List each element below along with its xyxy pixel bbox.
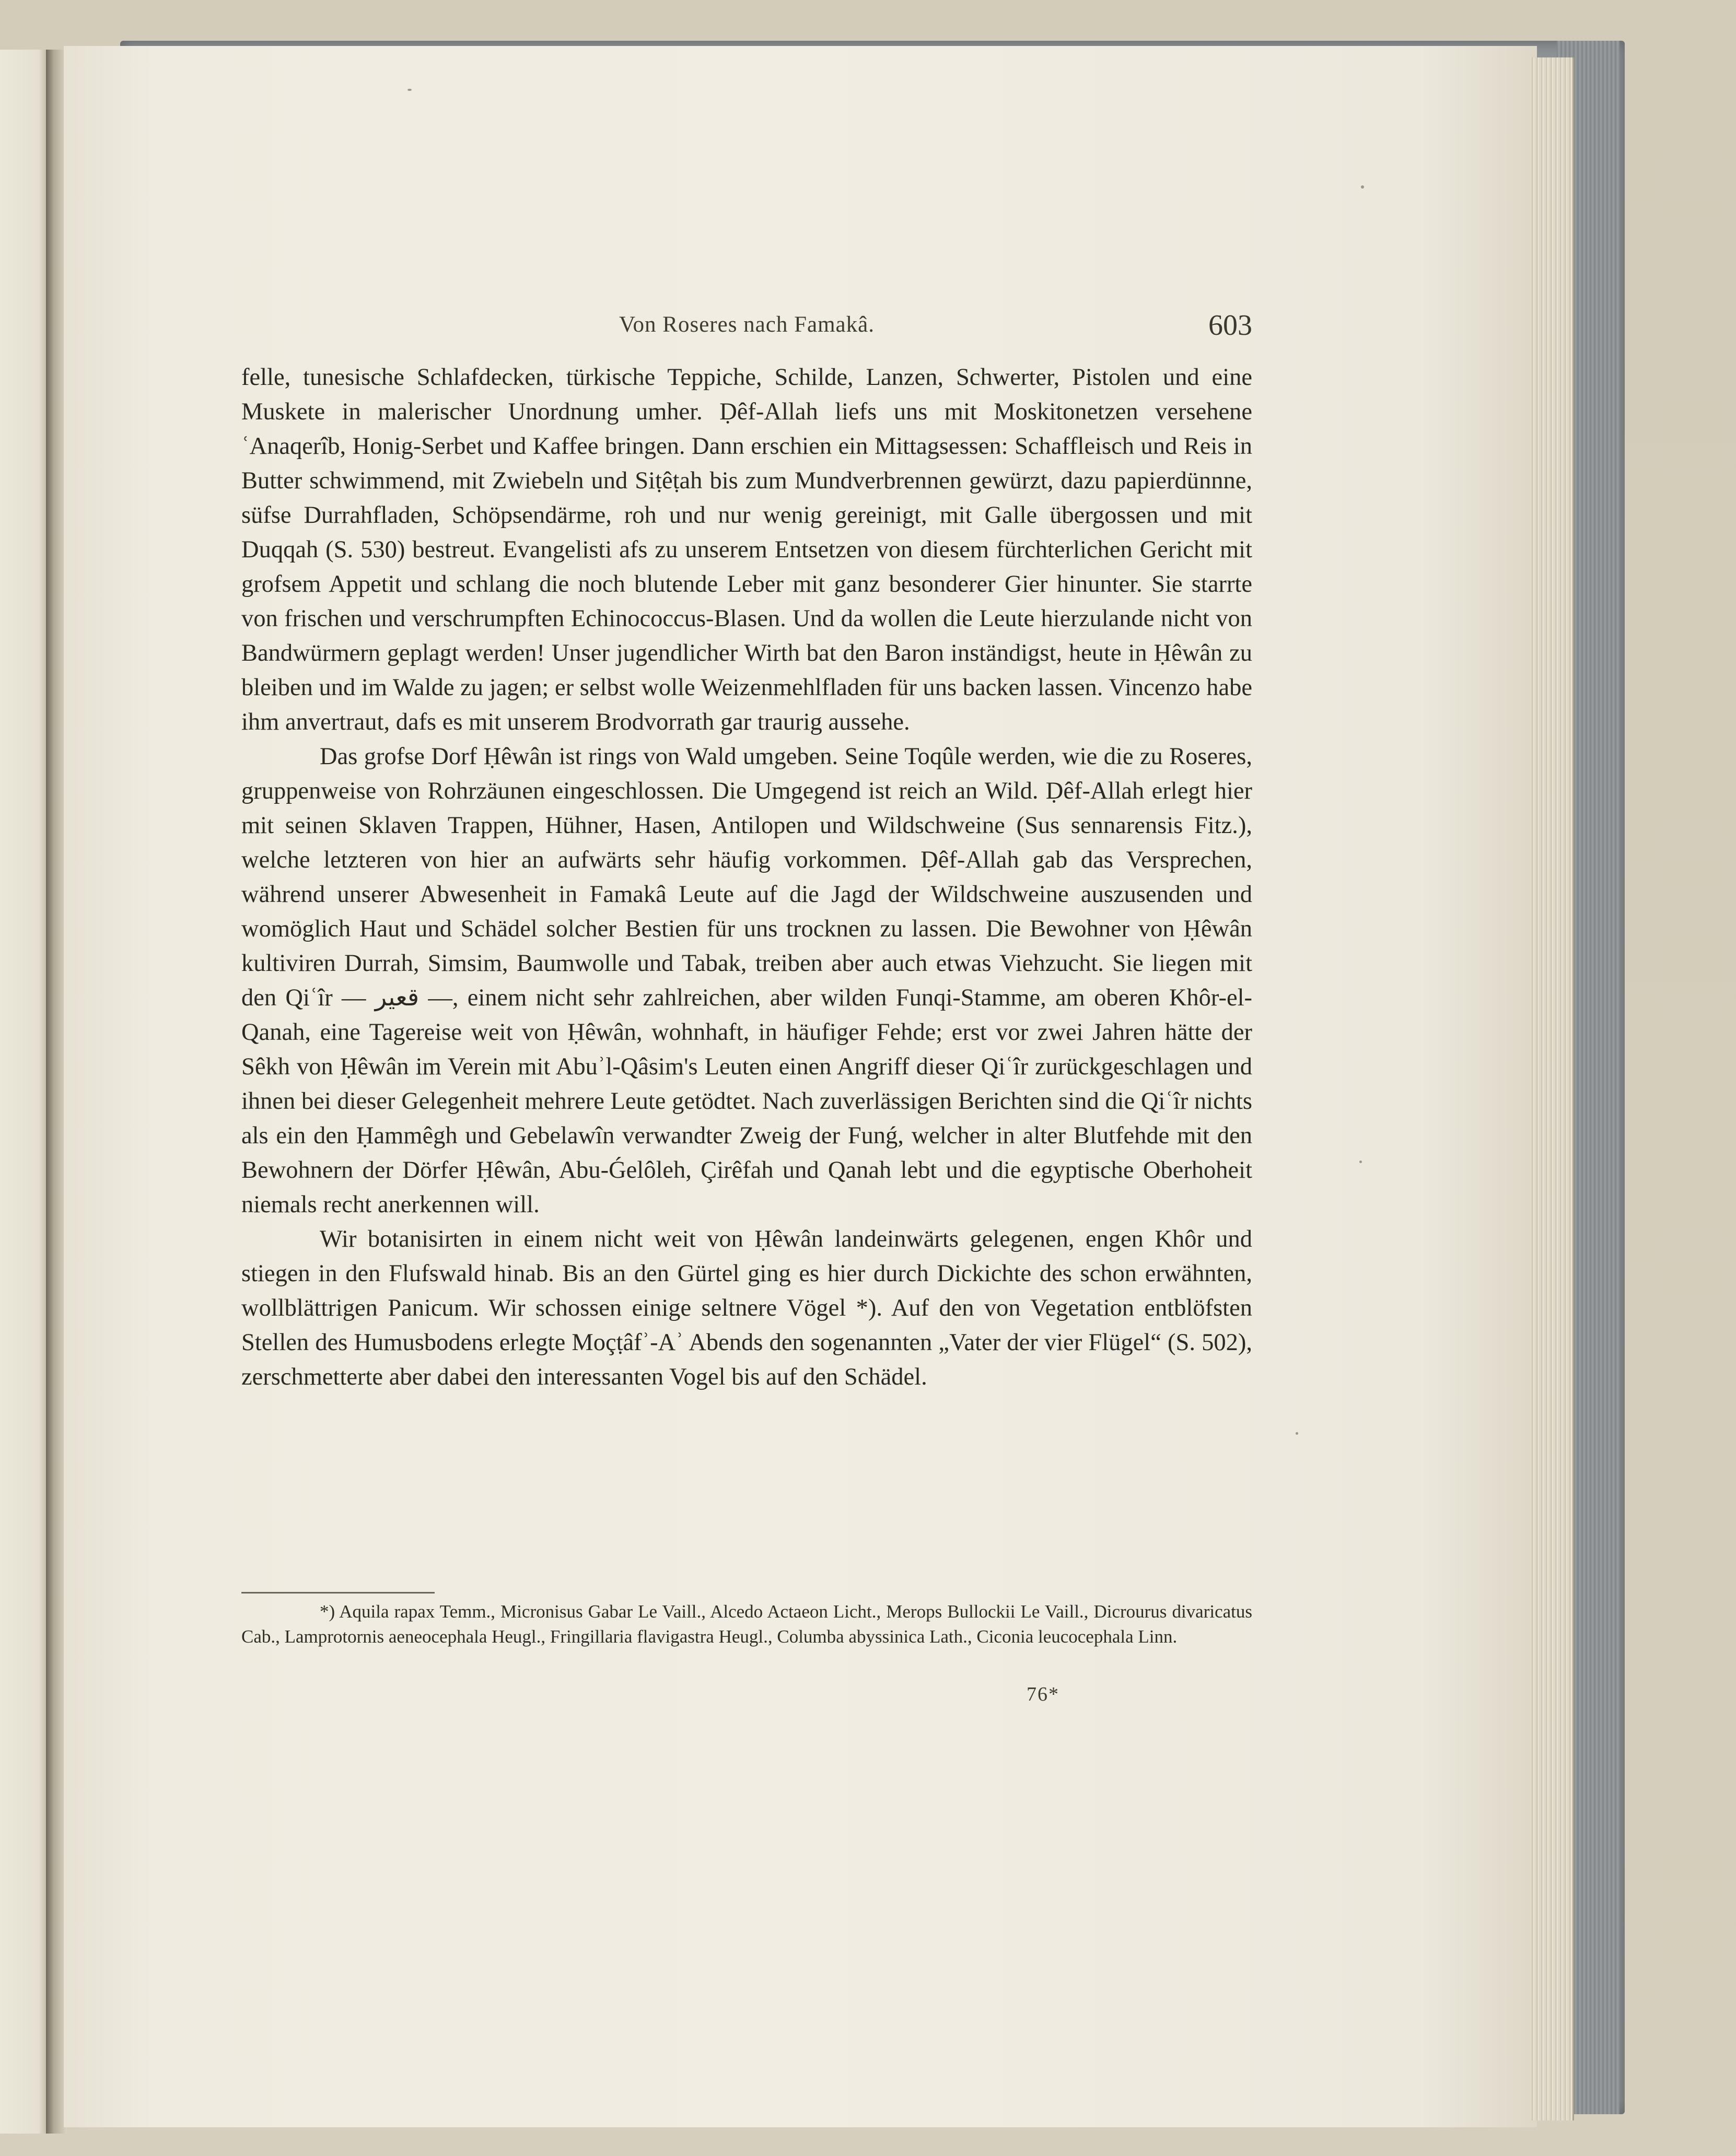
page-number: 603 bbox=[1208, 309, 1252, 342]
paper-speck bbox=[407, 89, 412, 91]
page-stack-edges bbox=[1531, 57, 1574, 2120]
paragraph-3: Wir botanisirten in einem nicht weit von Ḥêwân landeinwärts gelegenen, engen Khôr und stiegen in den Flufswald hinab. Bis an den Gürtel ging es hier durch Dickichte des schon erwähnten, wollblättrigen Panicum. Wir schossen einige seltnere Vögel *). Auf den von Vegetation entblöfsten Stellen des Humusbodens erlegte Moçṭâfʾ-Aʾ Abends den sogenannten „Vater der vier Flügel“ (S. 502), zerschmetterte aber dabei den interessanten Vogel bis auf den Schädel. bbox=[241, 1226, 1252, 1390]
paragraph-2: Das grofse Dorf Ḥêwân ist rings von Wald umgeben. Seine Toqûle werden, wie die zu Roseres, gruppenweise von Rohrzäunen eingeschlossen. Die Umgegend ist reich an Wild. Ḍêf-Allah erlegt hier mit seinen Sklaven Trappen, Hühner, Hasen, Antilopen und Wildschweine (Sus sennarensis Fitz.), welche letzteren von hier an aufwärts sehr häufig vorkommen. Ḍêf-Allah gab das Versprechen, während unserer Abwesenheit in Famakâ Leute auf die Jagd der Wildschweine auszusenden und womöglich Haut und Schädel solcher Bestien für uns trocknen zu lassen. Die Bewohner von Ḥêwân kultiviren Durrah, Simsim, Baumwolle und Tabak, treiben aber auch etwas Viehzucht. Sie liegen mit den Qiʿîr — قعير —, einem nicht sehr zahlreichen, aber wilden Funqi-Stamme, am oberen Khôr-el-Qanah, eine Tagereise weit von Ḥêwân, wohnhaft, in häufiger Fehde; erst vor zwei Jahren hätte der Sêkh von Ḥêwân im Verein mit Abuʾl-Qâsim's Leuten einen Angriff dieser Qiʿîr zurückgeschlagen und ihnen bei dieser Gelegenheit mehrere Leute getödtet. Nach zuverlässigen Berichten sind die Qiʿîr nichts als ein den Ḥammêgh und Gebelawîn verwandter Zweig der Funǵ, welcher in alter Blutfehde mit den Bewohnern der Dörfer Ḥêwân, Abu-Ǵelôleh, Çirêfah und Qanah lebt und die egyptische Oberhoheit niemals recht anerkennen will. bbox=[241, 743, 1252, 1218]
printer-signature: 76* bbox=[1027, 1683, 1059, 1705]
main-text bbox=[241, 360, 1252, 1395]
left-page-edge bbox=[0, 50, 48, 2134]
paper-speck bbox=[1296, 1432, 1298, 1435]
paper-speck bbox=[1359, 1161, 1362, 1163]
footnote-rule bbox=[241, 1592, 435, 1593]
footnote bbox=[241, 1599, 1252, 1649]
running-title: Von Roseres nach Famakâ. bbox=[619, 312, 875, 337]
paragraph-1: felle, tunesische Schlafdecken, türkische Teppiche, Schilde, Lanzen, Schwerter, Pistolen und eine Muskete in malerischer Unordnung umher. Ḍêf-Allah liefs uns mit Moskitonetzen versehene ʿAnaqerîb, Honig-Serbet und Kaffee bringen. Dann erschien ein Mittagsessen: Schaffleisch und Reis in Butter schwimmend, mit Zwiebeln und Siṭêṭah bis zum Mundverbrennen gewürzt, dazu papierdünnne, süfse Durrahfladen, Schöpsendärme, roh und nur wenig gereinigt, mit Galle übergossen und mit Duqqah (S. 530) bestreut. Evangelisti afs zu unserem Entsetzen von diesem fürchterlichen Gericht mit grofsem Appetit und schlang die noch blutende Leber mit ganz besonderer Gier hinunter. Sie starrte von frischen und verschrumpften Echinococcus-Blasen. Und da wollen die Leute hierzulande nicht von Bandwürmern geplagt werden! Unser jugendlicher Wirth bat den Baron inständigst, heute in Ḥêwân zu bleiben und im Walde zu jagen; er selbst wolle Weizenmehlfladen für uns backen lassen. Vincenzo habe ihm anvertraut, dafs es mit unserem Brodvorrath gar traurig aussehe. bbox=[241, 364, 1252, 735]
paper-speck bbox=[1361, 185, 1364, 189]
footnote-text: *) Aquila rapax Temm., Micronisus Gabar Le Vaill., Alcedo Actaeon Licht., Merops Bullockii Le Vaill., Dicrourus divaricatus Cab., Lamprotornis aeneocephala Heugl., Fringillaria flavigastra Heugl., Columba abyssinica Lath., Ciconia leucocephala Linn. bbox=[241, 1601, 1252, 1647]
page-header bbox=[241, 309, 1252, 343]
